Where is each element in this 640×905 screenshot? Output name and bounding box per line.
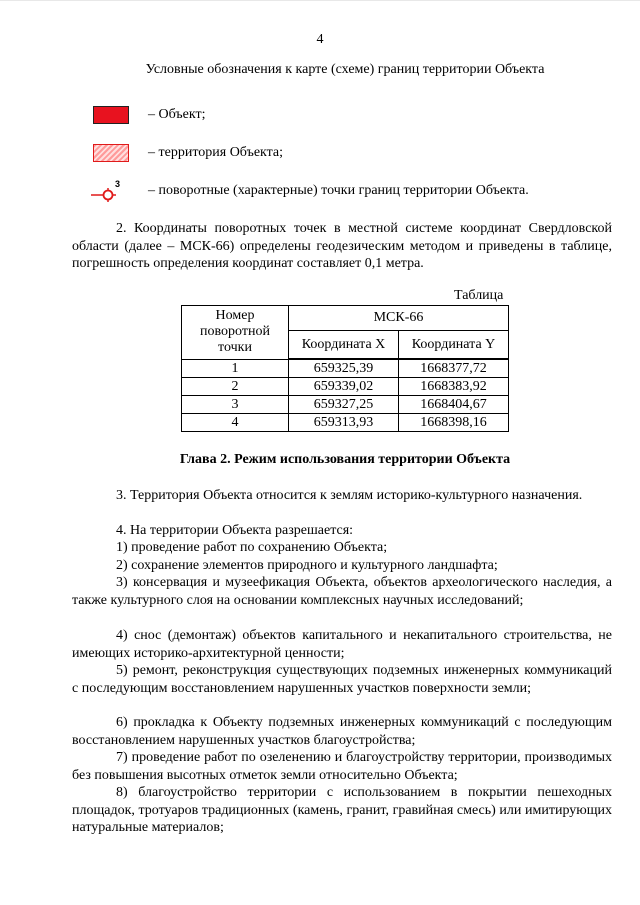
chapter-heading: Глава 2. Режим использования территории Объекта (179, 452, 511, 467)
page-number: 4 (316, 32, 324, 47)
header-coordinate-system: МСК-66 (289, 306, 509, 331)
legend-title: Условные обозначения к карте (схеме) границ территории Объекта (145, 62, 545, 77)
cell-coordinate-x: 659313,93 (289, 414, 399, 432)
legend-item-label: – поворотные (характерные) точки границ территории Объекта. (148, 183, 529, 198)
object-red-rect-icon (93, 106, 129, 124)
list-item-6: 6) прокладка к Объекту подземных инженерных коммуникаций с последующим восстановлением нарушенных участков благоустройства; (72, 715, 612, 748)
cell-coordinate-x: 659339,02 (289, 378, 399, 396)
cell-point-number: 4 (182, 414, 289, 432)
list-item-7: 7) проведение работ по озеленению и благоустройству территории, производимых без повышения высотных отметок земли относительно Объекта; (72, 750, 612, 783)
header-coordinate-x: Координата X (289, 331, 399, 360)
legend-item-label: – Объект; (148, 107, 206, 122)
table-row (182, 359, 509, 378)
cell-coordinate-x: 659325,39 (289, 359, 399, 378)
list-item-5: 5) ремонт, реконструкция существующих подземных инженерных коммуникаций с последующим восстановлением нарушенных участков поверхности земли; (72, 663, 612, 696)
table-row (182, 378, 509, 396)
turning-point-label: 3 (115, 179, 121, 189)
cell-point-number: 1 (182, 359, 289, 378)
cell-coordinate-y: 1668398,16 (399, 414, 509, 432)
list-item-4: 4) снос (демонтаж) объектов капитального и некапитального строительства, не имеющих историко-архитектурной ценности; (72, 628, 612, 661)
list-item-1: 1) проведение работ по сохранению Объекта; (116, 540, 388, 555)
header-point-number: Номер поворотной точки (182, 306, 289, 360)
table-row (182, 414, 509, 432)
table-row (182, 396, 509, 414)
cell-point-number: 3 (182, 396, 289, 414)
cell-coordinate-y: 1668383,92 (399, 378, 509, 396)
list-item-2: 2) сохранение элементов природного и культурного ландшафта; (116, 558, 498, 573)
cell-point-number: 2 (182, 378, 289, 396)
list-item-8: 8) благоустройство территории с использованием в покрытии пешеходных площадок, тротуаров традиционных (камень, гранит, гравийная смесь) или имитирующих натуральные материалов; (72, 785, 612, 835)
list-item-3: 3) консервация и музеефикация Объекта, объектов археологического наследия, а также культурного слоя на основании комплексных научных исследований; (72, 575, 612, 608)
paragraph-2: 2. Координаты поворотных точек в местной системе координат Свердловской области (далее – МСК-66) определены геодезическим методом и приведены в таблице, погрешность определения координат составляет 0,1 метра. (72, 221, 612, 271)
table-caption: Таблица (454, 288, 504, 303)
page-top-border (0, 0, 640, 1)
territory-hatched-rect-icon (93, 144, 129, 162)
legend-item-label: – территория Объекта; (148, 145, 284, 160)
turning-point-icon (88, 176, 132, 206)
paragraph-3: 3. Территория Объекта относится к землям историко-культурного назначения. (116, 488, 583, 503)
cell-coordinate-y: 1668377,72 (399, 359, 509, 378)
coordinates-table (181, 305, 509, 432)
cell-coordinate-y: 1668404,67 (399, 396, 509, 414)
paragraph-4: 4. На территории Объекта разрешается: (116, 523, 354, 538)
header-coordinate-y: Координата Y (399, 331, 509, 360)
cell-coordinate-x: 659327,25 (289, 396, 399, 414)
